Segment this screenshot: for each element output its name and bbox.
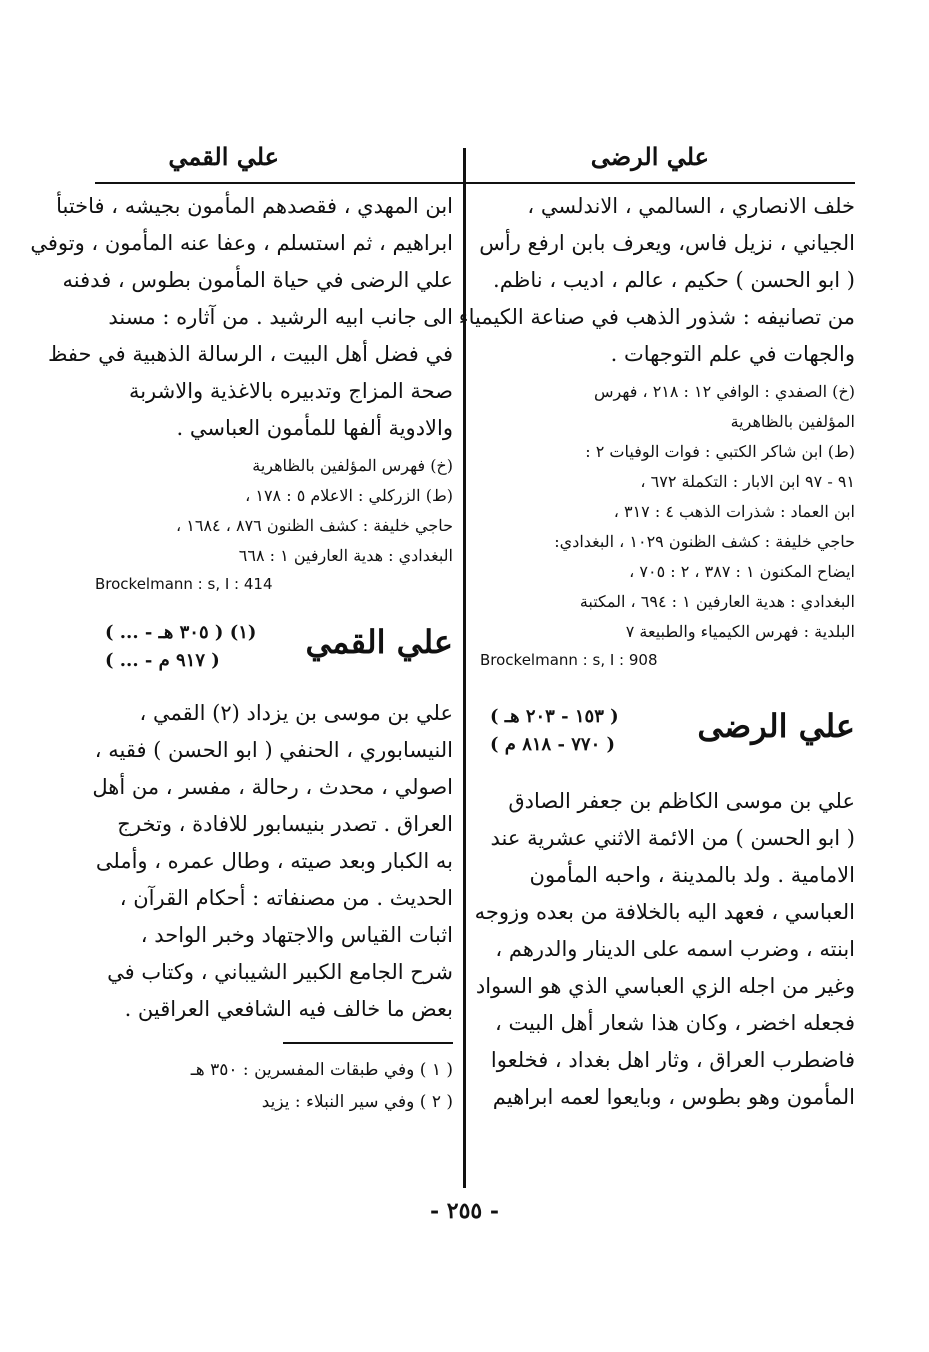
text-line: النيسابوري ، الحنفي ( ابو الحسن ) فقيه ،	[94, 738, 453, 762]
text-line: فاضطرب العراق ، وثار اهل بغداد ، فخلعوا	[490, 1048, 855, 1072]
text-line: ابنته ، وضرب اسمه على الدينار والدرهم ،	[495, 937, 855, 961]
text-line: من تصانيفه : شذور الذهب في صناعة الكيمياء	[458, 305, 855, 329]
reference-line: (ط) الزركلي : الاعلام ٥ : ١٧٨ ،	[245, 486, 453, 505]
footnote: ( ٢ ) وفي سير النبلاء : يزيد	[261, 1092, 453, 1112]
text-line: علي بن موسى بن يزداد (٢) القمي ،	[139, 701, 453, 725]
entry-dates	[490, 703, 619, 759]
header-right: علي الرضى	[590, 142, 709, 171]
reference-line: حاجي خليفة : كشف الظنون ١٠٢٩ ، البغدادي:	[554, 532, 855, 551]
left-continuation	[30, 188, 453, 447]
entry-body	[474, 783, 855, 1116]
entry-heading	[95, 617, 453, 693]
hijri-dates: ( ١٥٣ - ٢٠٣ هـ )	[490, 706, 619, 727]
text-line: شرح الجامع الكبير الشيباني ، وكتاب في	[107, 960, 453, 984]
reference-line: (خ) الصفدي : الوافي ١٢ : ٢١٨ ، فهرس	[593, 382, 855, 401]
text-line: علي بن موسى الكاظم بن جعفر الصادق	[508, 789, 855, 813]
left-column	[30, 188, 453, 1118]
footnote: ( ١ ) وفي طبقات المفسرين : ٣٥٠ هـ	[190, 1060, 453, 1080]
left-references	[95, 451, 453, 597]
text-line: الجياني ، نزيل فاس، ويعرف بابن ارفع رأس	[479, 231, 855, 255]
text-line: العراق . تصدر بنيسابور للافادة ، وتخرج	[117, 812, 453, 836]
text-line: صحة المزاج وتدبيره بالاغذية والاشربة	[128, 379, 453, 403]
right-column	[458, 188, 855, 1116]
gregorian-dates: ( ... - ٩١٧ م )	[105, 650, 220, 671]
reference-line: المؤلفين بالظاهرية	[730, 412, 855, 431]
brockelmann-reference: Brockelmann : s, I : 414	[95, 575, 273, 593]
reference-line: البلدية : فهرس الكيمياء والطبيعة ٧	[625, 622, 855, 641]
reference-line: البغدادي : هدية العارفين ١ : ٦٩٤ ، المكتبة	[579, 592, 855, 611]
brockelmann-reference: Brockelmann : s, I : 908	[480, 651, 658, 669]
reference-line: ابن العماد : شذرات الذهب ٤ : ٣١٧ ،	[613, 502, 855, 521]
text-line: ( ابو الحسن ) حكيم ، عالم ، اديب ، ناظم.	[493, 268, 855, 292]
entry-name: علي القمي	[305, 623, 453, 661]
hijri-dates: ( ... - ٣٠٥ هـ ) (١)	[105, 622, 257, 643]
text-line: بعض ما خالف فيه الشافعي العراقين .	[124, 997, 453, 1021]
text-line: العباسي ، فعهد اليه بالخلافة من بعده وزوجه	[474, 900, 855, 924]
gregorian-dates: ( ٧٧٠ - ٨١٨ م )	[490, 734, 616, 755]
text-line: الى جانب ابيه الرشيد . من آثاره : مسند	[108, 305, 453, 329]
entry-heading	[480, 701, 855, 777]
reference-line: حاجي خليفة : كشف الظنون ٨٧٦ ، ١٦٨٤ ،	[176, 516, 453, 535]
text-line: فجعله اخضر ، وكان هذا شعار أهل البيت ،	[494, 1011, 855, 1035]
text-line: والجهات في علم التوجهات .	[610, 342, 855, 366]
reference-line: (خ) فهرس المؤلفين بالظاهرية	[252, 456, 453, 475]
text-line: في فضل أهل البيت ، الرسالة الذهبية في حفظ	[47, 342, 453, 366]
header-rule	[95, 182, 855, 184]
text-line: علي الرضى في حياة المأمون بطوس ، فدفنه	[62, 268, 453, 292]
reference-line: ٩١ - ٩٧ ابن الابار : التكملة ٦٧٢ ،	[640, 472, 855, 491]
right-references	[480, 377, 855, 673]
entry-body	[92, 695, 453, 1028]
text-line: اثبات القياس والاجتهاد وخبر الواحد ،	[140, 923, 453, 947]
reference-line: ايضاح المكنون ١ : ٣٨٧ ، ٢ : ٧٠٥ ،	[629, 562, 855, 581]
text-line: خلف الانصاري ، السالمي ، الاندلسي ،	[527, 194, 855, 218]
footnote-rule	[283, 1042, 453, 1044]
text-line: وغير من اجله الزي العباسي الذي هو السواد	[475, 974, 855, 998]
footnotes	[95, 1054, 453, 1118]
text-line: المأمون وهو بطوس ، وبايعوا لعمه ابراهيم	[492, 1085, 855, 1109]
page-number: - ٢٥٥ -	[429, 1198, 500, 1224]
reference-line: (ط) ابن شاكر الكتبي : فوات الوفيات ٢ :	[585, 442, 855, 461]
entry-name: علي الرضى	[697, 707, 855, 745]
right-continuation	[458, 188, 855, 373]
text-line: ( ابو الحسن ) من الائمة الاثني عشرية عند	[490, 826, 855, 850]
header-left: علي القمي	[168, 142, 279, 171]
text-line: الحديث . من مصنفاته : أحكام القرآن ،	[119, 886, 453, 910]
text-line: الامامية . ولد بالمدينة ، واحبه المأمون	[529, 863, 855, 887]
entry-dates	[105, 619, 256, 675]
text-line: به الكبار وبعد صيته ، وطال عمره ، وأملى	[95, 849, 453, 873]
text-line: ابن المهدي ، فقصدهم المأمون بجيشه ، فاختبأ	[56, 194, 453, 218]
text-line: اصولي ، محدث ، رحالة ، مفسر ، من أهل	[92, 775, 453, 799]
reference-line: البغدادي : هدية العارفين ١ : ٦٦٨	[238, 546, 453, 565]
text-line: والادوية ألفها للمأمون العباسي .	[176, 416, 453, 440]
text-line: ابراهيم ، ثم استسلم ، وعفا عنه المأمون ، وتوفي	[30, 231, 453, 255]
